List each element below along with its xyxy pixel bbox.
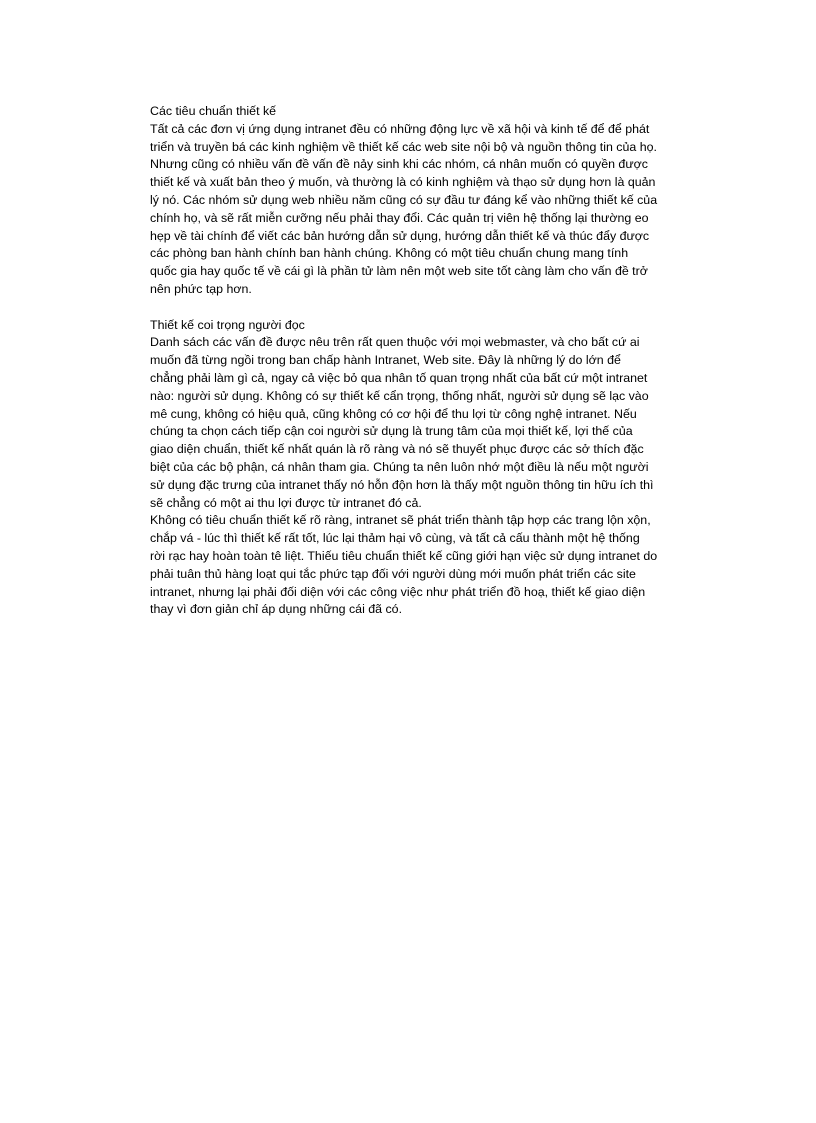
section-design-standards <box>150 103 682 299</box>
paragraph-line: nên phức tạp hơn. <box>150 281 252 296</box>
paragraph-line: lý nó. Các nhóm sử dụng web nhiều năm cũng có sự đầu tư đáng kể vào những thiết kế của <box>150 192 658 207</box>
paragraph-line: Nhưng cũng có nhiều vấn đề vấn đề nảy sinh khi các nhóm, cá nhân muốn có quyền được <box>150 157 648 172</box>
paragraph-line: muốn đã từng ngồi trong ban chấp hành Intranet, Web site. Đây là những lý do lớn để <box>150 353 621 368</box>
paragraph-line: rời rạc hay hoàn toàn tê liệt. Thiếu tiêu chuẩn thiết kế cũng giới hạn việc sử dụng intranet do <box>150 548 658 563</box>
paragraph-line: chẳng phải làm gì cả, ngay cả việc bỏ qua nhân tố quan trọng nhất của bất cứ một intranet <box>150 370 648 385</box>
paragraph-line: triển và truyền bá các kinh nghiệm về thiết kế các web site nội bộ và nguồn thông tin của họ. <box>150 139 657 154</box>
paragraph-line: chính họ, và sẽ rất miễn cưỡng nếu phải thay đổi. Các quản trị viên hệ thống lại thường eo <box>150 210 649 225</box>
paragraph-spacer <box>150 299 682 317</box>
paragraph-line: Tất cả các đơn vị ứng dụng intranet đều có những động lực về xã hội và kinh tế để để phát <box>150 121 650 136</box>
paragraph-line: nào: người sử dụng. Không có sự thiết kế cẩn trọng, thống nhất, người sử dụng sẽ lạc vào <box>150 388 649 403</box>
paragraph-line: các phòng ban hành chính ban hành chúng. Không có một tiêu chuẩn chung mang tính <box>150 246 629 261</box>
paragraph-line: thay vì đơn giản chỉ áp dụng những cái đã có. <box>150 602 403 617</box>
paragraph-line: phải tuân thủ hàng loạt qui tắc phức tạp đối với người dùng mới muốn phát triển các site <box>150 566 636 581</box>
paragraph-line: giao diện chuẩn, thiết kế nhất quán là rõ ràng và nó sẽ thuyết phục được các sở thích đặc <box>150 442 644 457</box>
document-page <box>150 103 682 619</box>
section-heading: Các tiêu chuẩn thiết kế <box>150 104 277 118</box>
paragraph-line: chúng ta chọn cách tiếp cận coi người sử dụng là trung tâm của mọi thiết kế, lợi thế của <box>150 424 633 439</box>
paragraph-line: mê cung, không có hiệu quả, cũng không có cơ hội để thu lợi từ công nghệ intranet. Nếu <box>150 406 637 421</box>
section-heading: Thiết kế coi trọng người đọc <box>150 317 305 332</box>
paragraph-line: Không có tiêu chuẩn thiết kế rõ ràng, intranet sẽ phát triển thành tập hợp các trang lộn xộn, <box>150 513 651 528</box>
paragraph-line: sử dụng đặc trưng của intranet thấy nó hỗn độn hơn là thấy một nguồn thông tin hữu ích thì <box>150 477 654 492</box>
paragraph-line: hẹp về tài chính để viết các bản hướng dẫn sử dụng, hướng dẫn thiết kế và thúc đẩy được <box>150 228 650 243</box>
paragraph-line: sẽ chẳng có một ai thu lợi được từ intranet đó cả. <box>150 495 422 510</box>
paragraph-line: intranet, nhưng lại phải đối diện với các công việc như phát triển đồ hoạ, thiết kế giao diện <box>150 584 646 599</box>
paragraph-line: Danh sách các vấn đề được nêu trên rất quen thuộc với mọi webmaster, và cho bất cứ ai <box>150 335 640 350</box>
paragraph-line: quốc gia hay quốc tế về cái gì là phần tử làm nên một web site tốt càng làm cho vấn đề trở <box>150 264 648 279</box>
paragraph-line: thiết kế và xuất bản theo ý muốn, và thường là có kinh nghiệm và thạo sử dụng hơn là quản <box>150 175 656 190</box>
paragraph-line: biệt của các bộ phận, cá nhân tham gia. Chúng ta nên luôn nhớ một điều là nếu một người <box>150 459 649 474</box>
section-reader-centered-design <box>150 317 682 620</box>
paragraph-line: chắp vá - lúc thì thiết kế rất tốt, lúc lại thảm hại vô cùng, và tất cả cấu thành một hệ thống <box>150 531 640 546</box>
